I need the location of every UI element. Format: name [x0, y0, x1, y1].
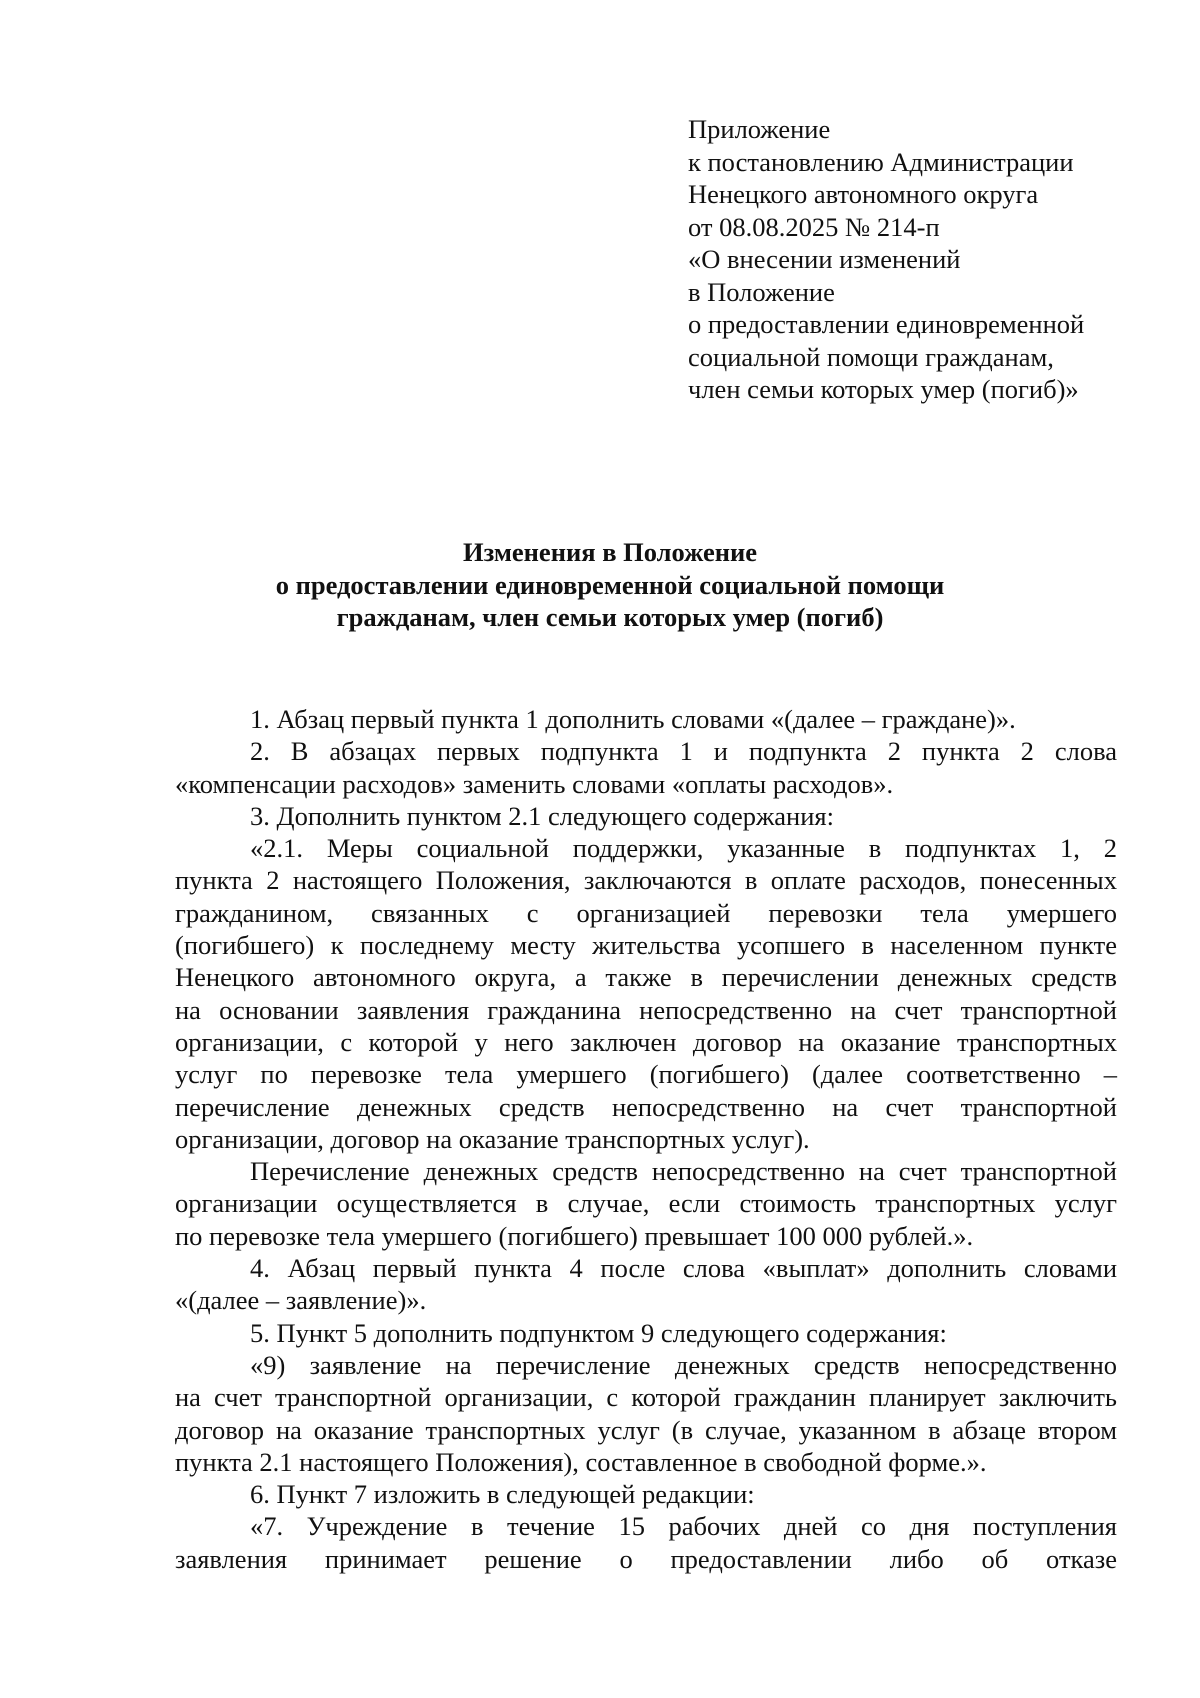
body-line: «9) заявление на перечисление денежных средств непосредственно	[250, 1349, 1117, 1380]
appendix-line: Приложение	[688, 114, 831, 144]
body-line: 3. Дополнить пунктом 2.1 следующего содержания:	[250, 800, 834, 831]
body-line: организации, с которой у него заключен договор на оказание транспортных	[175, 1026, 1117, 1057]
body-line: Ненецкого автономного округа, а также в перечислении денежных средств	[175, 962, 1117, 993]
body-line: услуг по перевозке тела умершего (погибшего) (далее соответственно –	[175, 1059, 1117, 1090]
body-line: заявления принимает решение о предоставлении либо об отказе	[175, 1543, 1117, 1574]
body-line: 1. Абзац первый пункта 1 дополнить словами «(далее – граждане)».	[250, 704, 1016, 734]
appendix-line: социальной помощи гражданам,	[688, 341, 1054, 372]
title-line: гражданам, член семьи которых умер (погиб)	[336, 602, 884, 632]
body-line: организации осуществляется в случае, если стоимость транспортных услуг	[175, 1188, 1117, 1219]
appendix-line: к постановлению Администрации	[688, 146, 1074, 177]
body-line: договор на оказание транспортных услуг (в случае, указанном в абзаце втором	[175, 1414, 1117, 1445]
body-line: Перечисление денежных средств непосредственно на счет транспортной	[250, 1156, 1117, 1187]
appendix-line: «О внесении изменений	[688, 244, 961, 274]
appendix-line: в Положение	[688, 276, 835, 307]
appendix-line: от 08.08.2025 № 214-п	[688, 211, 940, 242]
appendix-line: о предоставлении единовременной	[688, 309, 1085, 339]
appendix-line: член семьи которых умер (погиб)»	[688, 374, 1079, 404]
document-title	[170, 536, 1050, 634]
title-line: Изменения в Положение	[462, 537, 758, 567]
title-line: о предоставлении единовременной социальной помощи	[275, 569, 945, 600]
body-line: на счет транспортной организации, с которой гражданин планирует заключить	[175, 1382, 1117, 1413]
body-line: пункта 2.1 настоящего Положения), составленное в свободной форме.».	[175, 1446, 987, 1477]
body-line: «7. Учреждение в течение 15 рабочих дней со дня поступления	[250, 1511, 1117, 1542]
body-line: «2.1. Меры социальной поддержки, указанные в подпунктах 1, 2	[250, 833, 1117, 864]
body-line: (погибшего) к последнему месту жительства усопшего в населенном пункте	[175, 930, 1117, 961]
body-line: «(далее – заявление)».	[175, 1285, 427, 1316]
document-body	[175, 703, 1117, 1575]
body-line: гражданином, связанных с организацией перевозки тела умершего	[175, 897, 1117, 928]
body-line: 5. Пункт 5 дополнить подпунктом 9 следующего содержания:	[250, 1317, 947, 1348]
body-line: «компенсации расходов» заменить словами «оплаты расходов».	[175, 768, 894, 799]
body-line: по перевозке тела умершего (погибшего) превышает 100 000 рублей.».	[175, 1220, 974, 1251]
body-line: 6. Пункт 7 изложить в следующей редакции:	[250, 1479, 755, 1510]
appendix-block	[688, 113, 1158, 406]
appendix-line: Ненецкого автономного округа	[688, 179, 1039, 209]
body-line: на основании заявления гражданина непосредственно на счет транспортной	[175, 994, 1117, 1025]
body-line: перечисление денежных средств непосредственно на счет транспортной	[175, 1091, 1117, 1122]
body-line: организации, договор на оказание транспортных услуг).	[175, 1123, 810, 1154]
body-line: 2. В абзацах первых подпункта 1 и подпункта 2 пункта 2 слова	[250, 736, 1117, 767]
body-line: 4. Абзац первый пункта 4 после слова «выплат» дополнить словами	[250, 1253, 1117, 1284]
body-line: пункта 2 настоящего Положения, заключаются в оплате расходов, понесенных	[175, 865, 1117, 896]
